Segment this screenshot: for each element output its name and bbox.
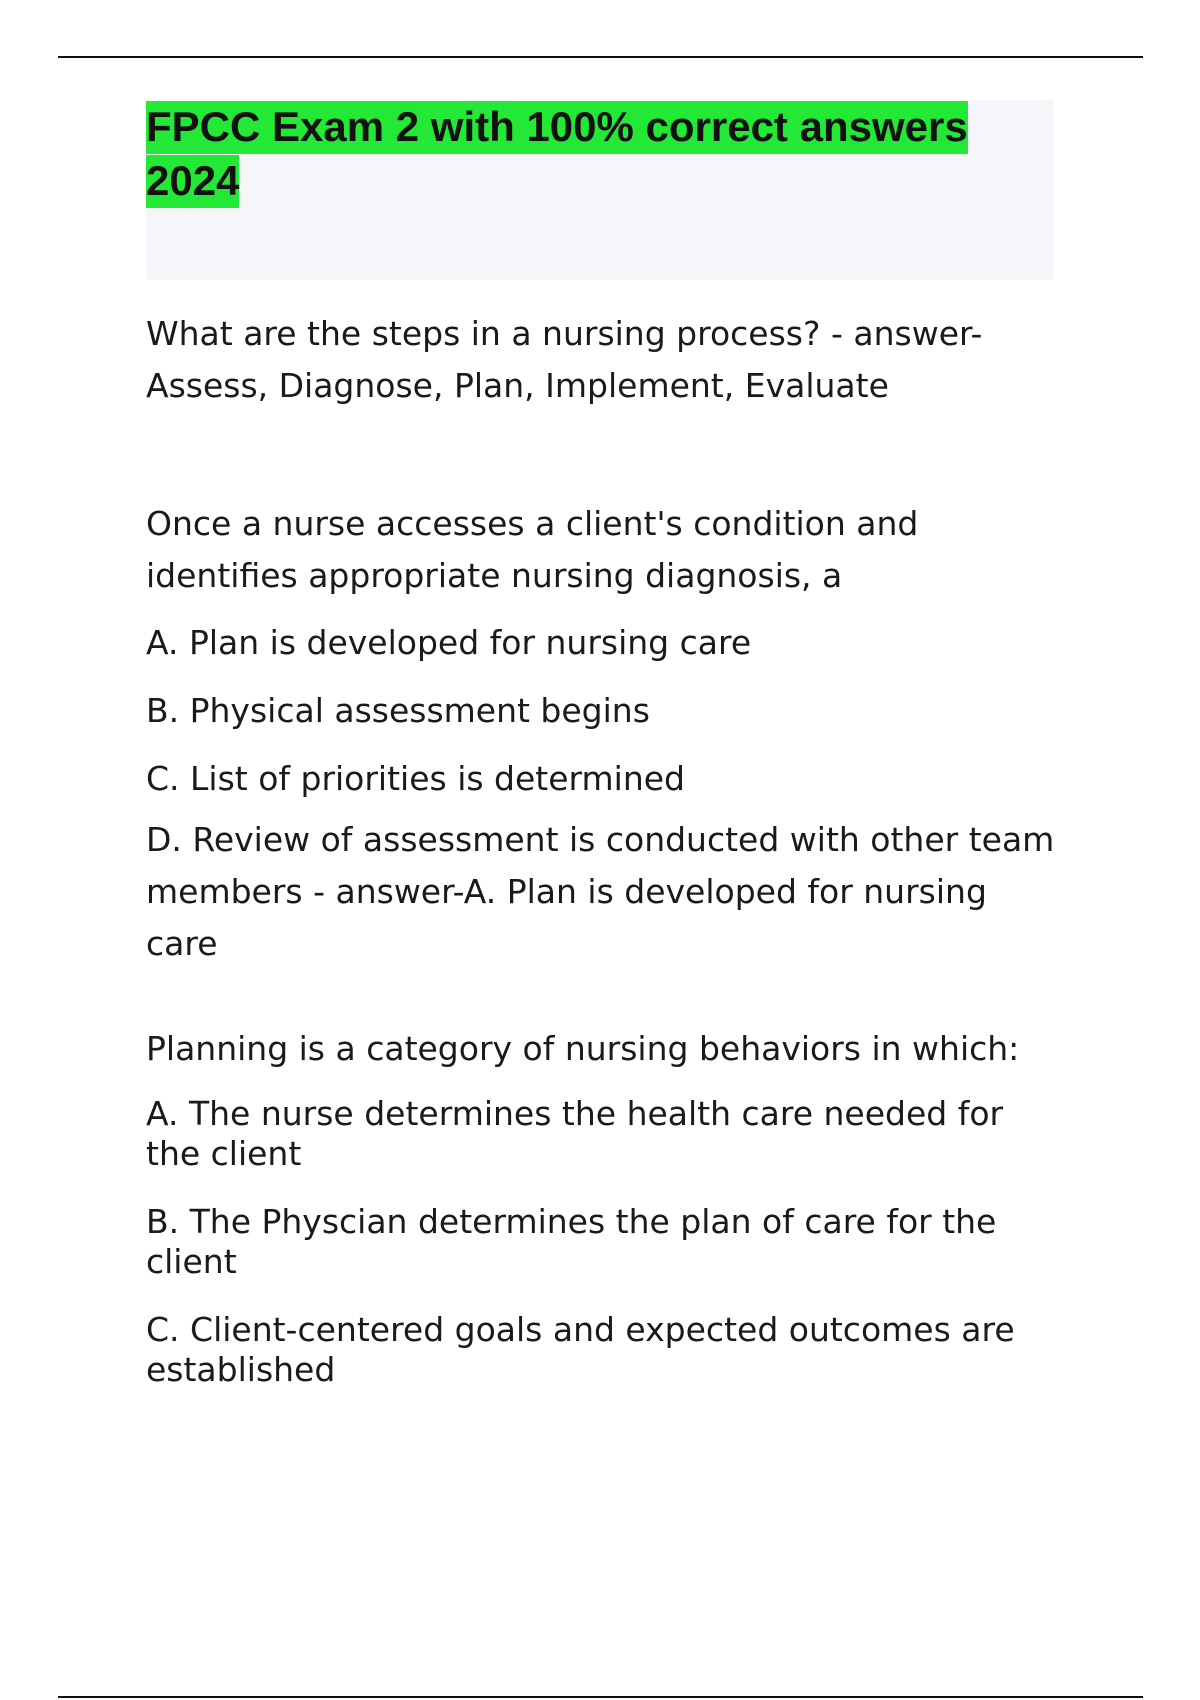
title-highlight: FPCC Exam 2 with 100% correct answers 2024 [146, 101, 968, 208]
question-3-option-b: B. The Physcian determines the plan of care for the client [146, 1202, 997, 1281]
question-2-option-c: C. List of priorities is determined [146, 759, 686, 798]
question-2-text: Once a nurse accesses a client's condition and identifies appropriate nursing diagnosis, a [146, 504, 919, 595]
question-2-option-d: D. Review of assessment is conducted with other team members - answer-A. Plan is developed for nursing care [146, 820, 1055, 963]
question-1 [146, 308, 1026, 412]
question-3-option-c: C. Client-centered goals and expected outcomes are established [146, 1310, 1015, 1389]
title-box [146, 100, 1054, 280]
question-2-option-b: B. Physical assessment begins [146, 691, 650, 730]
bottom-rule [58, 1696, 1143, 1698]
question-1-text: What are the steps in a nursing process? - answer-Assess, Diagnose, Plan, Implement, Evaluate [146, 314, 983, 405]
question-3-option-a: A. The nurse determines the health care needed for the client [146, 1094, 1004, 1173]
question-3-text: Planning is a category of nursing behaviors in which: [146, 1029, 1020, 1068]
document-title [146, 100, 1054, 208]
top-rule [58, 56, 1143, 58]
question-2-option-a: A. Plan is developed for nursing care [146, 623, 752, 662]
question-3 [146, 1022, 1066, 1390]
question-2 [146, 498, 1066, 970]
